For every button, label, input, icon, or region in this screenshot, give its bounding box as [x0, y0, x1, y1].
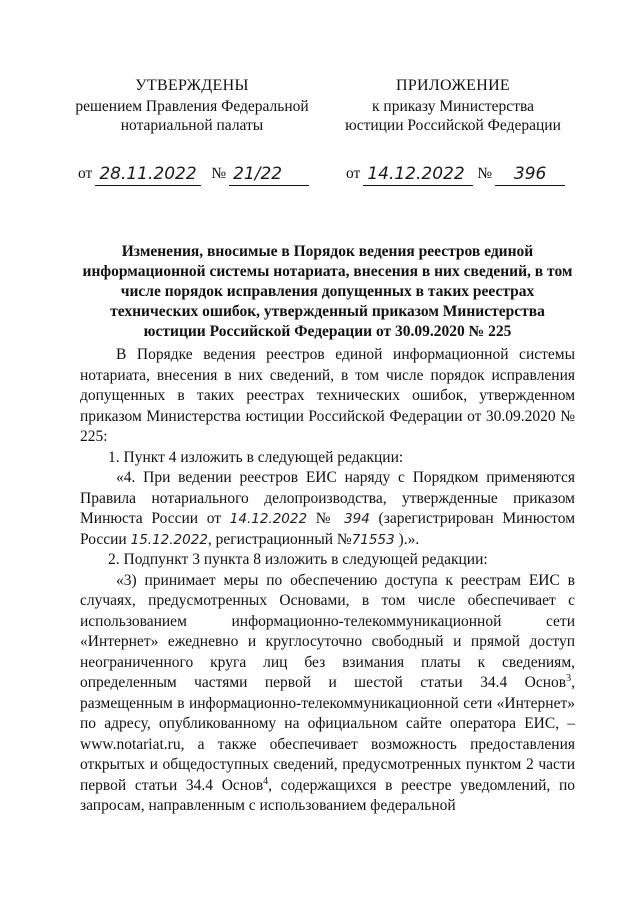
from-label: от — [78, 165, 93, 182]
appendix-line: юстиции Российской Федерации — [345, 117, 561, 134]
document-body — [80, 345, 575, 817]
approval-line: нотариальной палаты — [120, 117, 264, 134]
number-label: № — [477, 165, 493, 182]
number-label: № — [211, 165, 227, 182]
handwritten-number: 396 — [495, 164, 565, 186]
handwritten-date: 14.12.2022 — [363, 164, 473, 186]
item-2-heading: 2. Подпункт 3 пункта 8 изложить в следующей редакции: — [108, 551, 488, 568]
footnote-ref: 3 — [566, 672, 572, 684]
registration-line-minjust — [346, 160, 565, 186]
handwritten-date: 14.12.2022 — [229, 511, 308, 527]
item-2-text: «3) принимает меры по обеспечению доступа к реестрам ЕИС в случаях, предусмотренных Основами, в том числе обеспечивает с использованием информационно-телекоммуникационной сети «Интернет» ежедневно и круглосуточно свободный и прямой доступ неограниченного круга лиц без взимания платы к сведениям, определенным частями первой и шестой статьи 34.4 Основ$^3$, размещенным в информационно-телекоммуникационной сети «Интернет» по адресу, опубликованному на официальном сайте оператора ЕИС, – www.notariat.ru, а также обеспечивает возможность предоставления открытых и общедоступных сведений, предусмотренных пунктом 2 части первой статьи 34.4 Основ$^4$, содержащихся в реестре уведомлений, по запросам, направленным с использованием федеральной — [80, 571, 576, 814]
intro-paragraph: В Порядке ведения реестров единой информационной системы нотариата, внесения в них сведений, в том числе порядок исправления допущенных в таких реестрах технических ошибок, утвержденном приказом Министерства юстиции Российской Федерации от 30.09.2020 № 225: — [80, 346, 575, 445]
appendix-heading: ПРИЛОЖЕНИЕ — [395, 77, 510, 94]
registration-line-fnp — [78, 160, 309, 186]
handwritten-number: 394 — [344, 511, 370, 527]
handwritten-date: 28.11.2022 — [95, 164, 201, 186]
approval-line: решением Правления Федеральной — [75, 98, 309, 115]
item-1-heading: 1. Пункт 4 изложить в следующей редакции: — [108, 448, 404, 466]
handwritten-number: 71553 — [351, 531, 395, 548]
handwritten-number: 21/22 — [229, 164, 309, 186]
document-title: Изменения, вносимые в Порядок ведения реестров единой информационной системы нотариата, внесения в них сведений, в том числе порядок исправления допущенных в таких реестрах технических ошибок, утвержденный приказом Министерства юстиции Российской Федерации от 30.09.2020 № 225 — [82, 243, 573, 340]
appendix-line: к приказу Министерства — [372, 98, 534, 115]
item-1-text: «4. При ведении реестров ЕИС наряду с Порядком применяются Правила нотариального делопроизводства, утвержденные приказом Минюста России от 14.12.2022 № 394 (зарегистрирован Минюстом России 15.12.2022, регистрационный №71553 ).». — [80, 469, 576, 548]
approval-block-fnp — [72, 76, 312, 135]
appendix-block-minjust — [338, 76, 568, 135]
handwritten-date: 15.12.2022 — [130, 531, 208, 548]
from-label: от — [346, 165, 361, 182]
approval-heading: УТВЕРЖДЕНЫ — [135, 77, 249, 94]
footnote-ref: 4 — [263, 775, 269, 787]
